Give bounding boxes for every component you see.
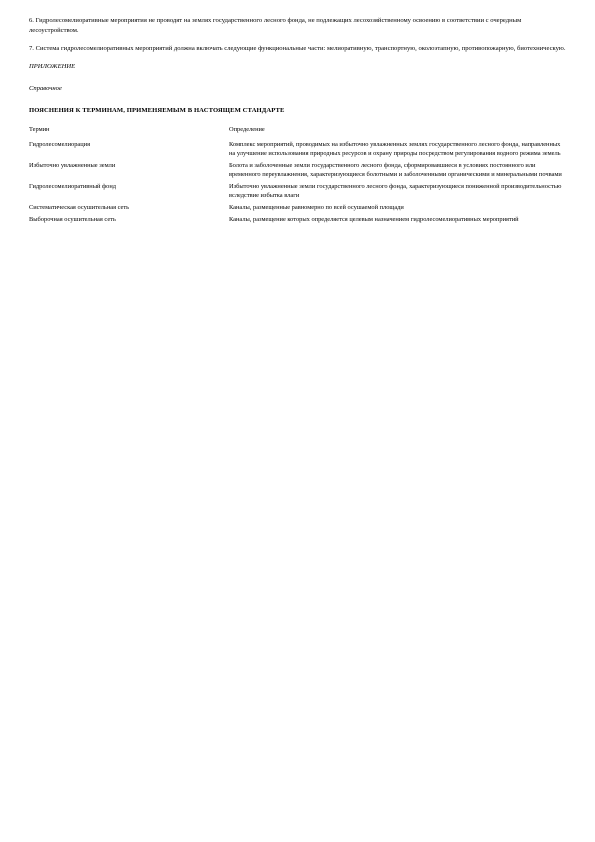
column-header-term: Термин <box>29 126 50 133</box>
table-row <box>29 161 566 182</box>
paragraph-6: 6. Гидролесомелиоративные мероприятия не проводят на землях государственного лесного фонда, не подлежащих лесохозяйственному освоению в соответствии с очередным лесоустройством. <box>29 17 522 34</box>
term-cell: Гидролесомелиоративный фонд <box>29 183 117 190</box>
term-cell: Гидролесомелиорация <box>29 141 91 148</box>
definition-cell: Избыточно увлажненные земли государственного лесного фонда, характеризующиеся пониженной производительностью вследствие избытка влаги <box>229 183 562 199</box>
column-header-definition: Определение <box>229 126 265 133</box>
term-cell: Систематическая осушительная сеть <box>29 204 130 211</box>
table-row <box>29 182 566 203</box>
definition-cell: Каналы, размещение которых определяется целевым назначением гидролесомелиоративных мероприятий <box>229 216 519 223</box>
definition-cell: Болота и заболоченные земли государственного лесного фонда, сформировавшиеся в условиях постоянного или временного переувлажнения, характеризующиеся болотными и заболоченными органическими и минеральными почвами <box>229 162 562 178</box>
table-row <box>29 140 566 161</box>
document-page <box>29 16 566 227</box>
term-cell: Избыточно увлажненные земли <box>29 162 116 169</box>
definition-cell: Комплекс мероприятий, проводимых на избыточно увлажненных землях государственного лесного фонда, направленных на улучшение использования природных ресурсов и охрану природы посредством регулирования водного режима земель <box>229 141 561 157</box>
table-row <box>29 203 566 215</box>
table-row <box>29 215 566 227</box>
appendix-title: ПРИЛОЖЕНИЕ <box>29 63 76 70</box>
section-title: ПОЯСНЕНИЯ К ТЕРМИНАМ, ПРИМЕНЯЕМЫМ В НАСТОЯЩЕМ СТАНДАРТЕ <box>29 107 285 114</box>
definition-cell: Каналы, размещенные равномерно по всей осушаемой площади <box>229 204 404 211</box>
appendix-note: Справочное <box>29 85 62 92</box>
table-header-row <box>29 125 566 140</box>
term-cell: Выборочная осушительная сеть <box>29 216 116 223</box>
paragraph-7: 7. Система гидролесомелиоративных мероприятий должна включать следующие функциональные части: мелиоративную, транспортную, околоэтапную, противопожарную, биотехническую. <box>29 45 566 52</box>
terms-table <box>29 125 566 227</box>
